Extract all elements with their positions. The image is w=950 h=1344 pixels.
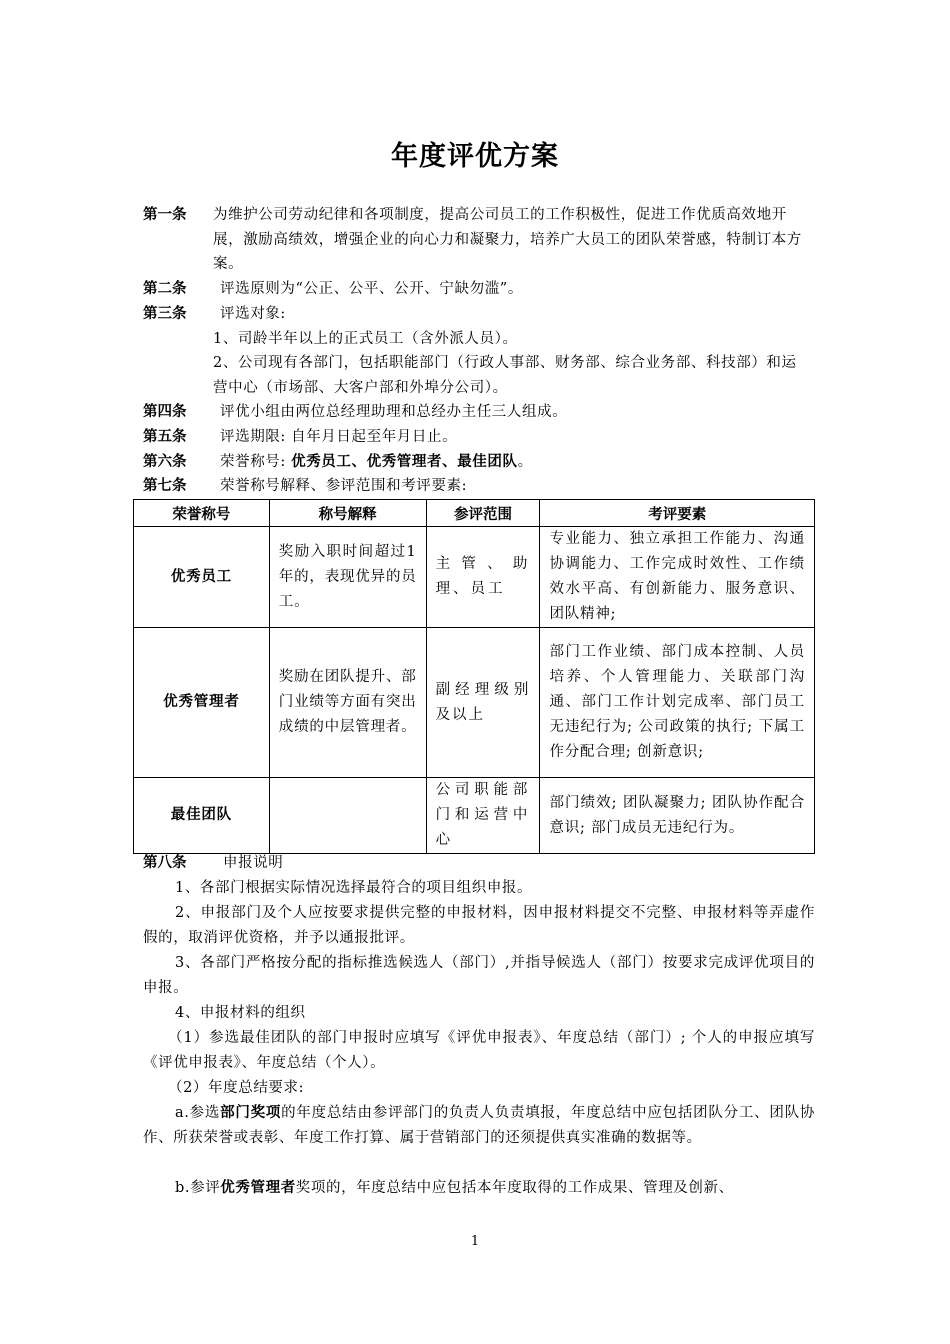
article-3-item-2-text: 2、公司现有各部门，包括职能部门（行政人事部、财务部、综合业务部、科技部）和运营中心（市场部、大客户部和外埠分公司）。 <box>213 355 797 396</box>
article-3-item-2 <box>213 351 803 400</box>
row-explain <box>269 778 426 854</box>
article-4-text: 评优小组由两位总经理助理和总经办主任三人组成。 <box>220 404 568 420</box>
row-title: 最佳团队 <box>134 778 270 854</box>
article-8-label: 第八条 <box>143 855 187 871</box>
article-6-prefix: 荣誉称号: <box>220 454 292 470</box>
article-4-label: 第四条 <box>143 404 187 420</box>
row-title: 优秀管理者 <box>134 628 270 778</box>
table-row <box>134 527 815 628</box>
p7-bold: 部门奖项 <box>220 1105 282 1121</box>
article-7 <box>143 474 815 499</box>
article-2 <box>143 277 815 302</box>
p8-lead: b.参评 <box>175 1180 221 1196</box>
row-scope: 公司职能部门和运营中心 <box>426 778 540 854</box>
article-8-text: 申报说明 <box>223 855 284 871</box>
article-2-label: 第二条 <box>143 281 187 297</box>
article-1 <box>143 203 815 277</box>
row-title: 优秀员工 <box>134 527 270 628</box>
p8-bold: 优秀管理者 <box>220 1180 296 1196</box>
article-8 <box>143 851 815 876</box>
table-row <box>134 778 815 854</box>
evaluation-table <box>133 499 815 854</box>
article-8-paragraph-6: （2）年度总结要求: <box>168 1080 305 1096</box>
article-6-text <box>220 450 815 475</box>
row-explain: 奖励入职时间超过1年的，表现优异的员工。 <box>269 527 426 628</box>
page-number: 1 <box>470 1234 480 1249</box>
table-header-row <box>134 500 815 527</box>
row-scope: 副经理级别及以上 <box>426 628 540 778</box>
article-8-paragraph-1: 1、各部门根据实际情况选择最符合的项目组织申报。 <box>175 880 533 896</box>
article-1-label: 第一条 <box>143 207 187 223</box>
article-8-paragraph-4: 4、申报材料的组织 <box>175 1005 306 1021</box>
article-3 <box>143 302 815 327</box>
article-8-paragraph-8 <box>143 1176 815 1201</box>
article-5 <box>143 425 815 450</box>
p8-rest: 奖项的，年度总结中应包括本年度取得的工作成果、管理及创新、 <box>295 1180 734 1196</box>
article-3-item-1: 1、司龄半年以上的正式员工（含外派人员）。 <box>213 331 518 347</box>
p7-lead: a.参选 <box>175 1105 221 1121</box>
row-factors: 专业能力、独立承担工作能力、沟通协调能力、工作完成时效性、工作绩效水平高、有创新能力、服务意识、团队精神; <box>540 527 815 628</box>
table-header-factors: 考评要素 <box>540 500 815 527</box>
article-3-label: 第三条 <box>143 306 187 322</box>
article-8-paragraph-5: （1）参选最佳团队的部门申报时应填写《评优申报表》、年度总结（部门）; 个人的申报应填写《评优申报表》、年度总结（个人）。 <box>143 1030 815 1071</box>
table-header-explain: 称号解释 <box>269 500 426 527</box>
article-2-text: 评选原则为“公正、公平、公开、宁缺勿滥”。 <box>220 281 523 297</box>
article-6-label: 第六条 <box>143 454 187 470</box>
article-8-paragraph-3: 3、各部门严格按分配的指标推选候选人（部门）,并指导候选人（部门）按要求完成评优项目的申报。 <box>143 955 815 996</box>
p7-rest: 的年度总结由参评部门的负责人负责填报，年度总结中应包括团队分工、团队协作、所获荣誉或表彰、年度工作打算、属于营销部门的还须提供真实准确的数据等。 <box>143 1105 815 1146</box>
document-title: 年度评优方案 <box>391 141 559 172</box>
article-7-label: 第七条 <box>143 478 187 494</box>
article-3-text: 评选对象: <box>220 306 286 322</box>
article-5-label: 第五条 <box>143 429 187 445</box>
article-7-text: 荣誉称号解释、参评范围和考评要素: <box>220 478 468 494</box>
article-4 <box>143 400 815 425</box>
article-8-paragraph-2: 2、申报部门及个人应按要求提供完整的申报材料，因申报材料提交不完整、申报材料等弄虚作假的，取消评优资格，并予以通报批评。 <box>143 905 815 946</box>
row-factors: 部门工作业绩、部门成本控制、人员培养、个人管理能力、关联部门沟通、部门工作计划完成率、部门员工无违纪行为; 公司政策的执行; 下属工作分配合理; 创新意识; <box>540 628 815 778</box>
article-6 <box>143 450 815 475</box>
row-scope: 主管、助理、员工 <box>426 527 540 628</box>
article-1-text: 为维护公司劳动纪律和各项制度，提高公司员工的工作积极性，促进工作优质高效地开展，激励高绩效，增强企业的向心力和凝聚力，培养广大员工的团队荣誉感，特制订本方案。 <box>213 207 802 272</box>
row-explain: 奖励在团队提升、部门业绩等方面有突出成绩的中层管理者。 <box>269 628 426 778</box>
article-8-paragraph-7 <box>143 1101 815 1151</box>
table-row <box>134 628 815 778</box>
article-6-suffix: 。 <box>517 454 533 470</box>
article-6-honors: 优秀员工、优秀管理者、最佳团队 <box>291 454 518 470</box>
row-factors: 部门绩效; 团队凝聚力; 团队协作配合意识; 部门成员无违纪行为。 <box>540 778 815 854</box>
table-header-scope: 参评范围 <box>426 500 540 527</box>
article-5-text: 评选期限: 自年月日起至年月日止。 <box>220 429 458 445</box>
table-header-title: 荣誉称号 <box>134 500 270 527</box>
